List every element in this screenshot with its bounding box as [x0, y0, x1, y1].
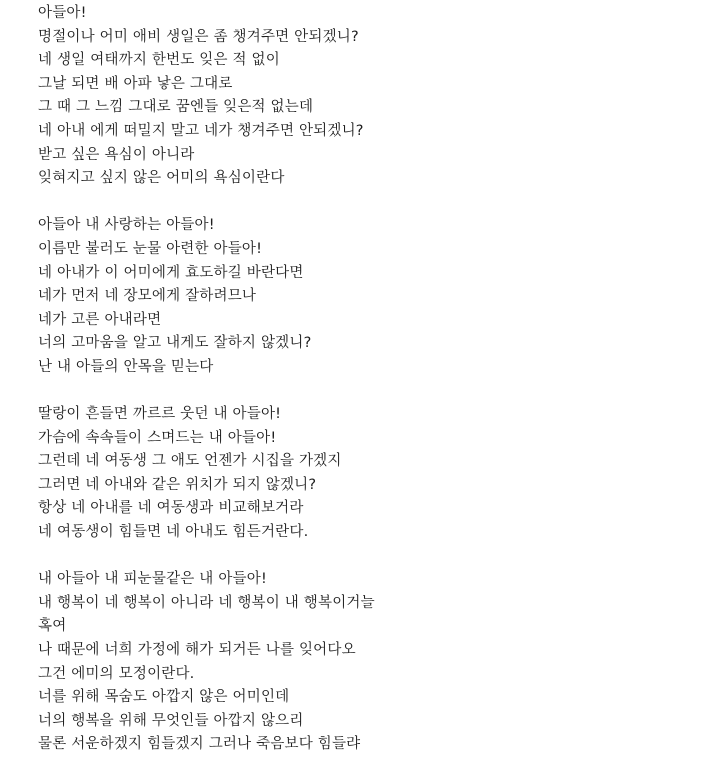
poem-line: 네가 고른 아내라면: [38, 311, 162, 328]
poem-line: 그러면 네 아내와 같은 위치가 되지 않겠니?: [38, 476, 317, 493]
poem-line: 그날 되면 배 아파 낳은 그대로: [38, 75, 233, 92]
poem-line: 물론 서운하겠지 힘들겠지 그러나 죽음보다 힘들랴: [38, 736, 361, 753]
stanza-1: [38, 2, 705, 191]
stanza-break: [38, 191, 705, 215]
stanza-3: [38, 403, 705, 545]
stanza-4: [38, 568, 705, 757]
poem-line: 네 아내가 이 어미에게 효도하길 바란다면: [38, 264, 304, 281]
stanza-break: [38, 380, 705, 404]
poem-line: 아들아!: [38, 5, 87, 21]
poem-line: 그건 에미의 모정이란다.: [38, 665, 195, 682]
poem-line: 너를 위해 목숨도 아깝지 않은 어미인데: [38, 689, 290, 706]
poem-line: 항상 네 아내를 네 여동생과 비교해보거라: [38, 500, 304, 517]
stanza-break: [38, 545, 705, 569]
poem-line: 너의 고마움을 알고 내게도 잘하지 않겠니?: [38, 335, 312, 352]
poem-line: 잊혀지고 싶지 않은 어미의 욕심이란다: [38, 170, 285, 187]
poem-line: 난 내 아들의 안목을 믿는다: [38, 358, 214, 375]
poem-line: 명절이나 어미 애비 생일은 좀 챙겨주면 안되겠니?: [38, 28, 359, 45]
poem-line: 가슴에 속속들이 스며드는 내 아들아!: [38, 429, 277, 446]
poem-line: 이름만 불러도 눈물 아련한 아들아!: [38, 240, 263, 257]
poem-line: 너의 행복을 위해 무엇인들 아깝지 않으리: [38, 712, 304, 729]
poem-line: 아들아 내 사랑하는 아들아!: [38, 217, 215, 234]
stanza-2: [38, 214, 705, 379]
poem-line: 네 아내 에게 떠밀지 말고 네가 챙겨주면 안되겠니?: [38, 122, 364, 139]
poem-line: 네 생일 여태까지 한번도 잊은 적 없이: [38, 52, 280, 69]
poem-line: 딸랑이 흔들면 까르르 웃던 내 아들아!: [38, 406, 282, 423]
poem-line: 받고 싶은 욕심이 아니라: [38, 146, 195, 163]
poem-line: 그런데 네 여동생 그 애도 언젠가 시집을 가겠지: [38, 453, 342, 470]
poem-line: 그 때 그 느낌 그대로 꿈엔들 잊은적 없는데: [38, 99, 314, 116]
poem-line: 내 아들아 내 피눈물같은 내 아들아!: [38, 571, 267, 588]
poem-line: 네가 먼저 네 장모에게 잘하려므나: [38, 288, 257, 305]
poem-line: 나 때문에 너희 가정에 해가 되거든 나를 잊어다오: [38, 642, 356, 659]
poem-line: 네 여동생이 힘들면 네 아내도 힘든거란다.: [38, 524, 309, 541]
poem-line: 혹여: [38, 618, 67, 635]
poem-line: 내 행복이 네 행복이 아니라 네 행복이 내 행복이거늘: [38, 594, 375, 611]
